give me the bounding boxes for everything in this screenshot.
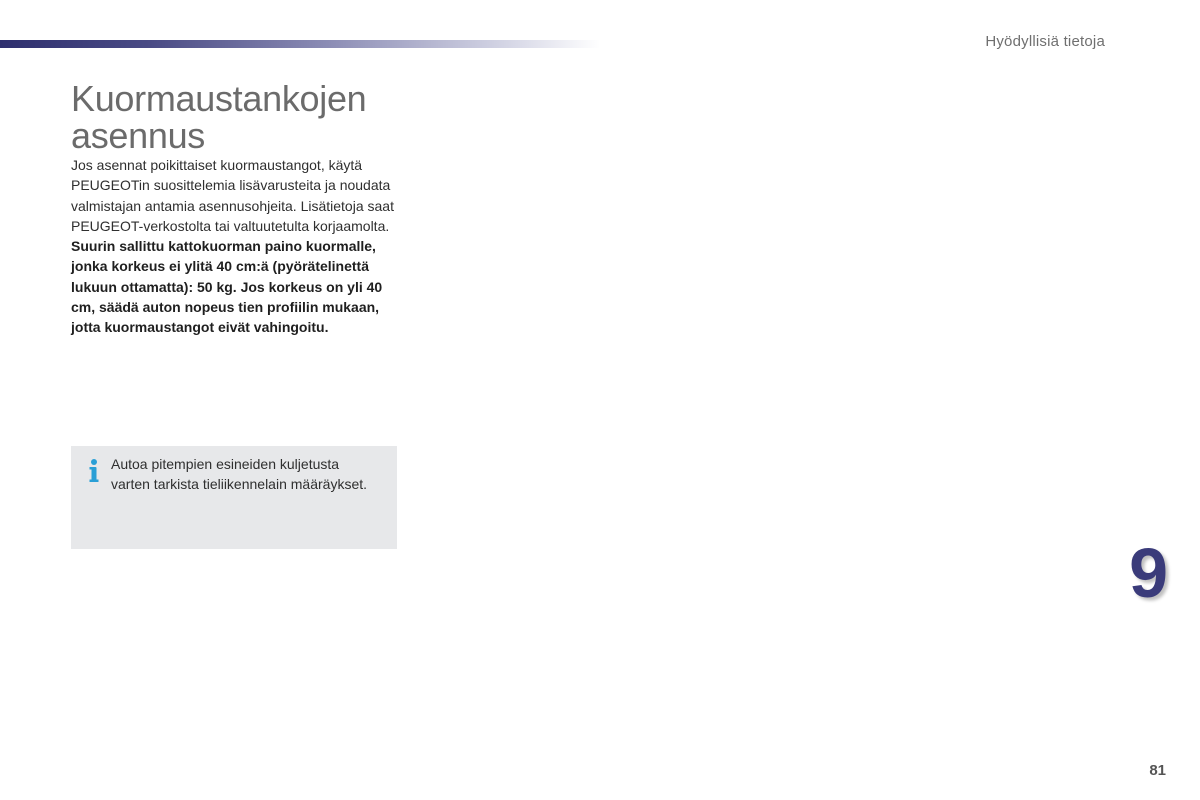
main-content (71, 155, 407, 338)
chapter-number: 9 (1129, 534, 1168, 612)
load-warning-paragraph: Suurin sallittu kattokuorman paino kuormalle, jonka korkeus ei ylitä 40 cm:ä (pyörätelinettä lukuun ottamatta): 50 kg. Jos korkeus on yli 40 cm, säädä auton nopeus tien profiilin mukaan, jotta kuormaustangot eivät vahingoitu. (71, 238, 383, 336)
info-box (71, 446, 397, 549)
page-title-line-2: asennus (71, 115, 206, 156)
info-box-text: Autoa pitempien esineiden kuljetusta varten tarkista tieliikennelain määräykset. (111, 456, 368, 493)
page-title-line-1: Kuormaustankojen (71, 78, 367, 119)
info-icon (87, 458, 101, 484)
page-number: 81 (1149, 762, 1166, 779)
section-title: Hyödyllisiä tietoja (985, 33, 1105, 50)
page-title (71, 80, 411, 154)
header-gradient-bar (0, 40, 600, 48)
intro-paragraph: Jos asennat poikittaiset kuormaustangot, käytä PEUGEOTin suosittelemia lisävarusteita ja noudata valmistajan antamia asennusohjeita. Lisätietoja saat PEUGEOT-verkostolta tai valtuutetulta korjaamolta. (71, 157, 394, 234)
